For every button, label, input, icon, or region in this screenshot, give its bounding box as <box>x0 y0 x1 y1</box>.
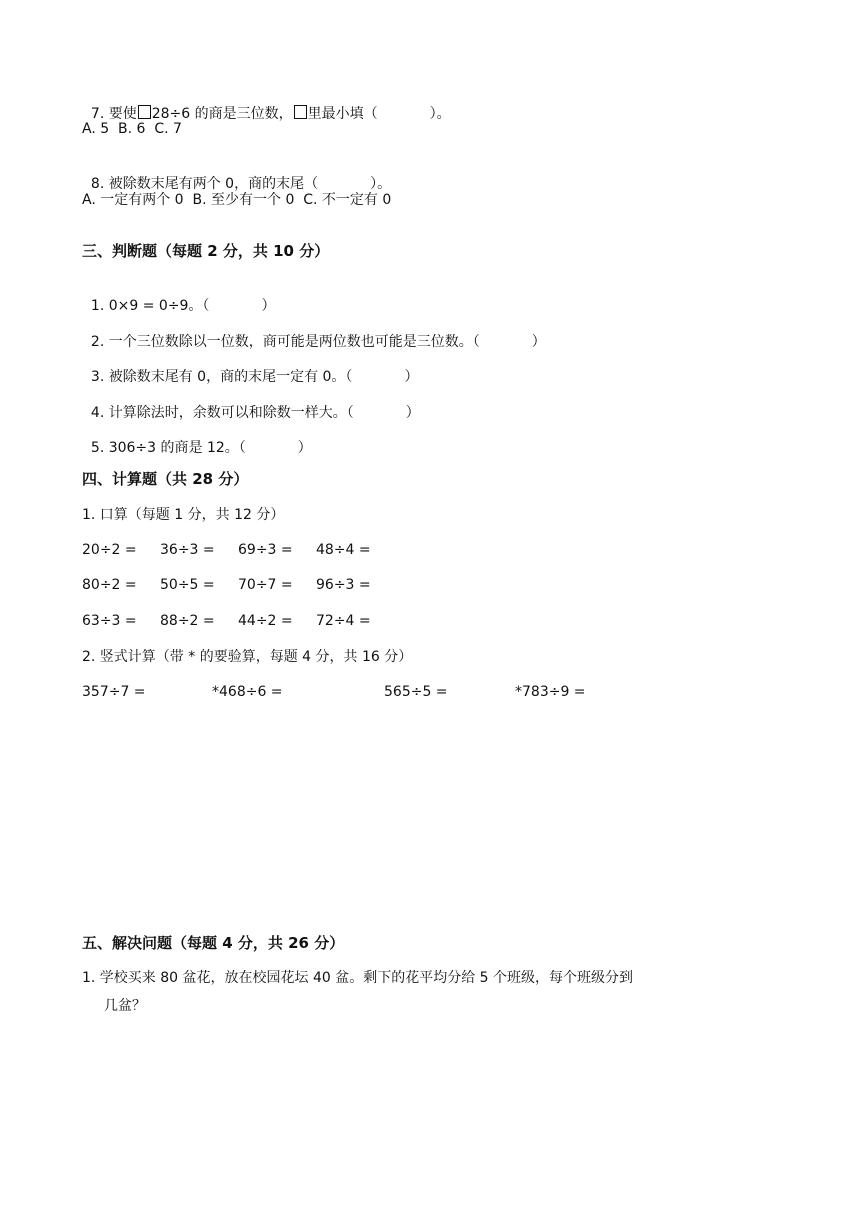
q7-suffix-a: 28÷6 的商是三位数， <box>151 106 293 122</box>
oral-calc-subheading: 1. 口算（每题 1 分，共 12 分） <box>82 507 285 523</box>
q7-end: ）。 <box>429 106 451 122</box>
question-8-options: A. 一定有两个 0 B. 至少有一个 0 C. 不一定有 0 <box>82 192 392 208</box>
oral-calc-item: 36÷3 = <box>160 542 215 558</box>
q8-text: 8. 被除数末尾有两个 0，商的末尾（ <box>90 176 319 192</box>
section-5-heading: 五、解决问题（每题 4 分，共 26 分） <box>82 934 345 952</box>
judge-item-end: ） <box>261 298 276 314</box>
q8-end: ）。 <box>370 176 392 192</box>
judge-item-1 <box>82 276 275 316</box>
oral-calc-item: 70÷7 = <box>238 577 293 593</box>
judge-item-3 <box>82 347 418 387</box>
oral-calc-item: 80÷2 = <box>82 577 137 593</box>
section-4-heading: 四、计算题（共 28 分） <box>82 470 249 488</box>
judge-item-text: 4. 计算除法时，余数可以和除数一样大。（ <box>90 405 354 421</box>
judge-item-end: ） <box>404 369 419 385</box>
problem-1-line-1: 1. 学校买来 80 盆花，放在校园花坛 40 盆。剩下的花平均分给 5 个班级，每个班级分到 <box>82 970 634 986</box>
judge-item-text: 5. 306÷3 的商是 12。（ <box>90 440 246 456</box>
oral-calc-item: 96÷3 = <box>316 577 371 593</box>
judge-item-text: 3. 被除数末尾有 0，商的末尾一定有 0。（ <box>90 369 353 385</box>
judge-item-end: ） <box>405 405 420 421</box>
judge-item-4 <box>82 383 420 423</box>
q7-suffix-b: 里最小填（ <box>307 106 378 122</box>
question-7-options: A. 5 B. 6 C. 7 <box>82 121 182 137</box>
question-8 <box>82 154 391 194</box>
oral-calc-item: 63÷3 = <box>82 613 137 629</box>
judge-item-text: 2. 一个三位数除以一位数，商可能是两位数也可能是三位数。（ <box>90 334 480 350</box>
judge-item-2 <box>82 312 546 352</box>
oral-calc-item: 20÷2 = <box>82 542 137 558</box>
oral-calc-item: 44÷2 = <box>238 613 293 629</box>
problem-1-line-2: 几盆？ <box>104 998 146 1014</box>
judge-item-5 <box>82 418 312 458</box>
vertical-calc-item: *468÷6 = <box>212 684 283 700</box>
oral-calc-item: 88÷2 = <box>160 613 215 629</box>
judge-item-end: ） <box>297 440 312 456</box>
oral-calc-item: 50÷5 = <box>160 577 215 593</box>
vertical-calc-subheading: 2. 竖式计算（带 * 的要验算，每题 4 分，共 16 分） <box>82 649 413 665</box>
judge-item-text: 1. 0×9 = 0÷9。（ <box>90 298 210 314</box>
question-7 <box>82 84 451 124</box>
vertical-calc-item: 565÷5 = <box>384 684 448 700</box>
oral-calc-item: 69÷3 = <box>238 542 293 558</box>
answer-box-icon <box>294 105 307 119</box>
oral-calc-item: 48÷4 = <box>316 542 371 558</box>
answer-box-icon <box>138 105 151 119</box>
q7-prefix: 7. 要使 <box>90 106 137 122</box>
judge-item-end: ） <box>531 334 546 350</box>
oral-calc-item: 72÷4 = <box>316 613 371 629</box>
section-3-heading: 三、判断题（每题 2 分，共 10 分） <box>82 242 330 260</box>
vertical-calc-item: 357÷7 = <box>82 684 146 700</box>
vertical-calc-item: *783÷9 = <box>515 684 586 700</box>
